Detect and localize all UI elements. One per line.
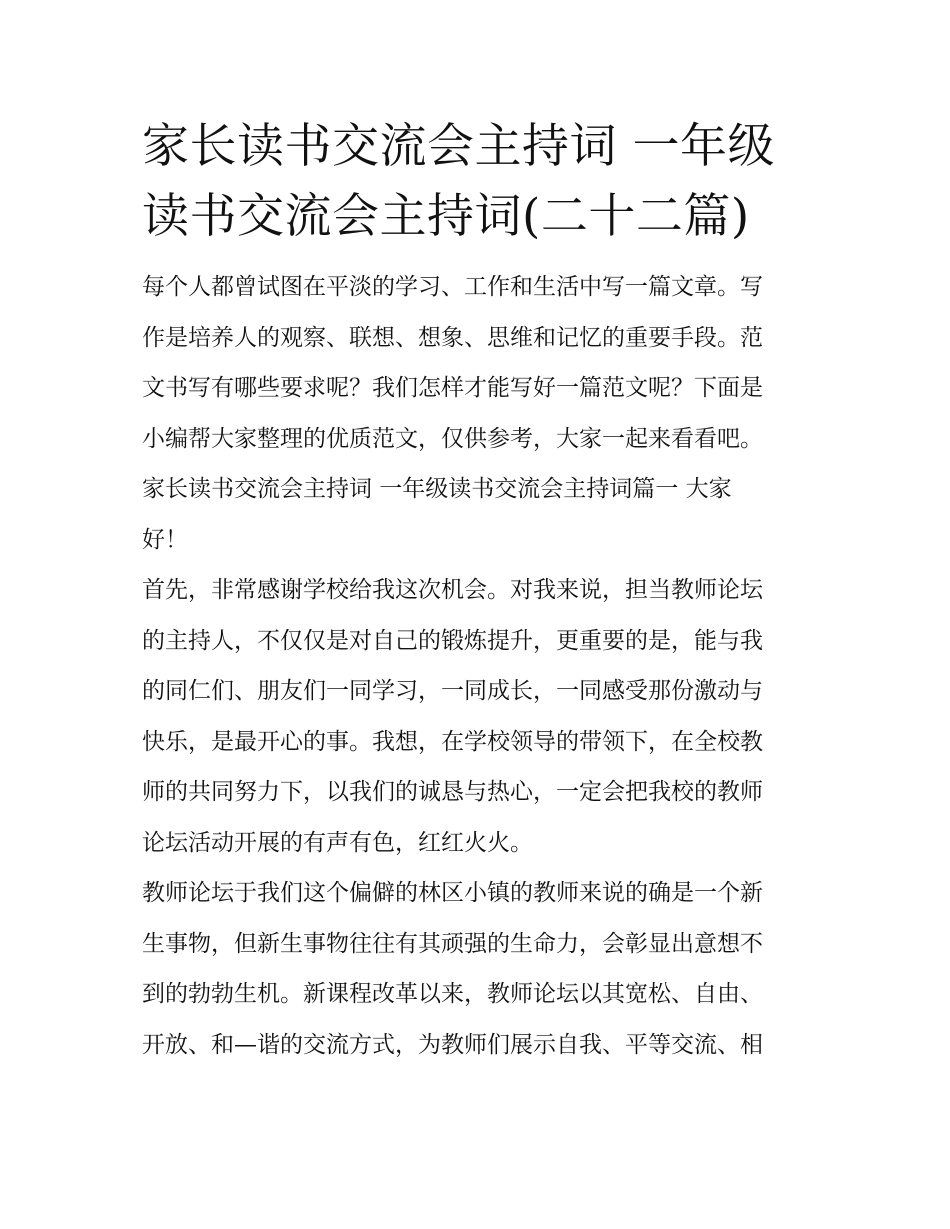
title-line: 读书交流会主持词(二十二篇) — [142, 189, 750, 244]
section-heading-paragraph — [142, 464, 814, 565]
text-line: 师的共同努力下，以我们的诚恳与热心，一定会把我校的教师 — [142, 779, 763, 805]
text-line: 作是培养人的观察、联想、想象、思维和记忆的重要手段。范 — [142, 324, 763, 351]
text-line: 论坛活动开展的有声有色，红红火火。 — [142, 829, 533, 856]
body-paragraph — [142, 565, 814, 868]
document-title — [142, 112, 814, 252]
text-line: 生事物，但新生事物往往有其顽强的生命力，会彰显出意想不 — [142, 930, 763, 957]
body-paragraph — [142, 868, 814, 1070]
text-line: 的主持人，不仅仅是对自己的锻炼提升，更重要的是，能与我 — [142, 627, 763, 654]
text-line: 文书写有哪些要求呢？我们怎样才能写好一篇范文呢？下面是 — [142, 375, 763, 401]
text-line: 教师论坛于我们这个偏僻的林区小镇的教师来说的确是一个新 — [142, 880, 763, 906]
intro-paragraph — [142, 262, 814, 464]
text-line: 到的勃勃生机。新课程改革以来，教师论坛以其宽松、自由、 — [142, 981, 763, 1007]
text-line: 快乐，是最开心的事。我想，在学校领导的带领下，在全校教 — [142, 728, 763, 755]
text-line: 好！ — [142, 526, 188, 553]
text-line: 开放、和—谐的交流方式，为教师们展示自我、平等交流、相 — [142, 1031, 763, 1058]
title-line: 家长读书交流会主持词 一年级 — [142, 119, 775, 174]
text-line: 的同仁们、朋友们一同学习，一同成长，一同感受那份激动与 — [142, 678, 763, 704]
text-line: 首先，非常感谢学校给我这次机会。对我来说，担当教师论坛 — [142, 577, 763, 603]
text-line: 小编帮大家整理的优质范文，仅供参考，大家一起来看看吧。 — [142, 425, 763, 452]
text-line: 家长读书交流会主持词 一年级读书交流会主持词篇一 大家 — [142, 476, 732, 502]
text-line: 每个人都曾试图在平淡的学习、工作和生活中写一篇文章。写 — [142, 274, 763, 300]
document-page — [142, 112, 814, 1070]
